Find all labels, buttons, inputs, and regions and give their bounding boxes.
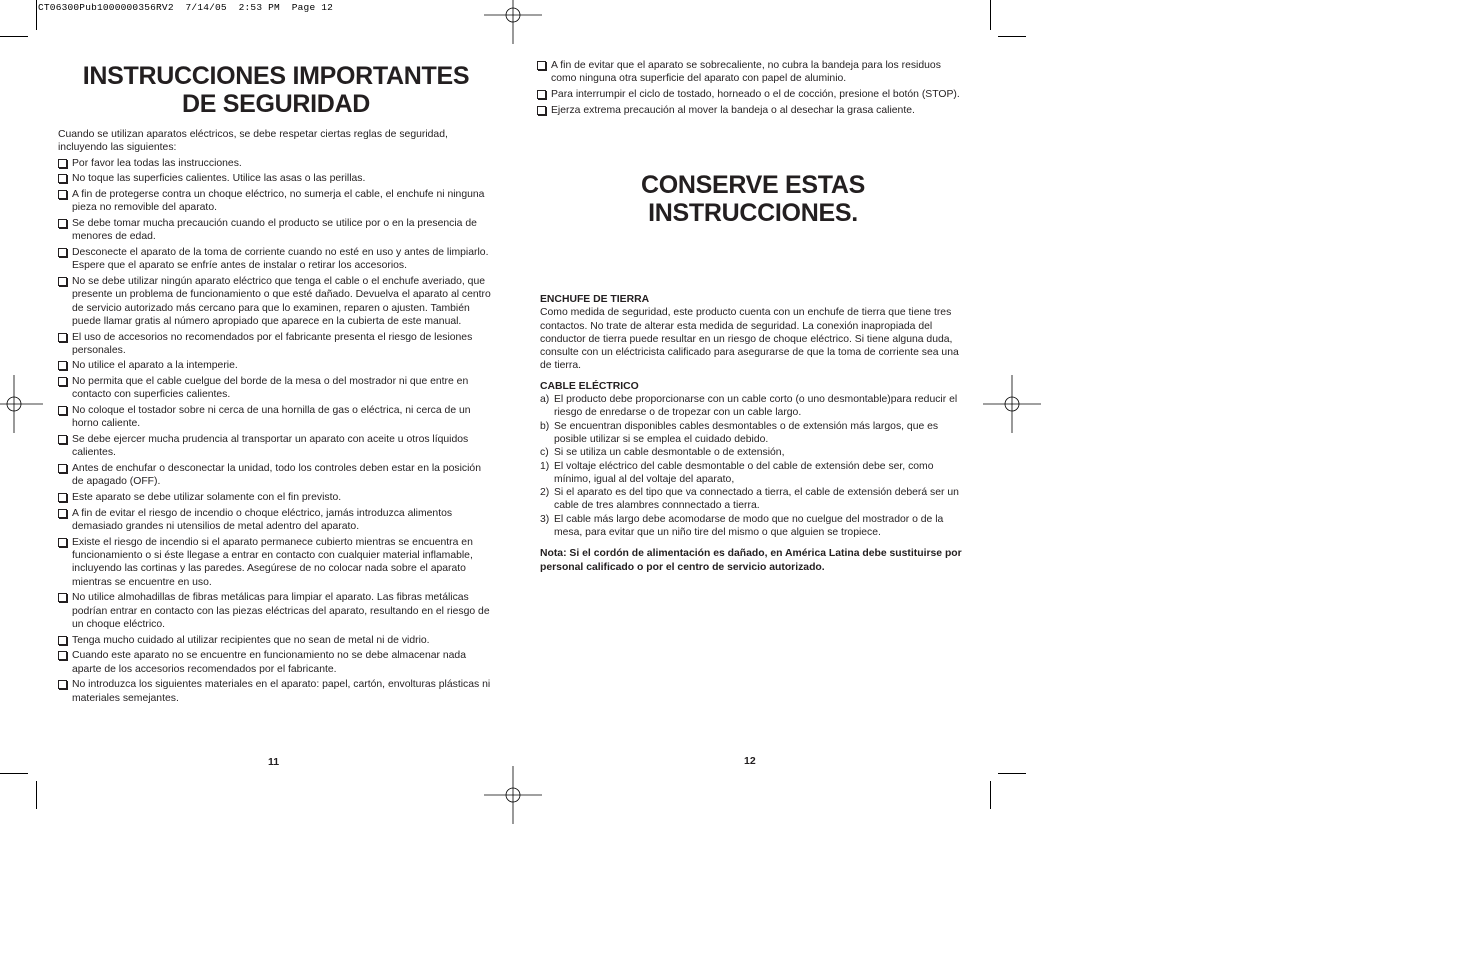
checkbox-bullet-icon	[58, 680, 67, 689]
list-item	[537, 88, 969, 101]
list-item-text: Antes de enchufar o desconectar la unidad, todo los controles deben estar en la posición de apagado (OFF).	[72, 463, 481, 488]
cable-list-item	[540, 460, 968, 487]
left-title-line-2: DE SEGURIDAD	[181, 90, 371, 118]
checkbox-bullet-icon	[58, 219, 67, 228]
checkbox-bullet-icon	[537, 90, 546, 99]
crop-mark-bottom-right-h	[998, 773, 1026, 774]
cable-list-text: El cable más largo debe acomodarse de modo que no cuelgue del mostrador o de la mesa, para evitar que un niño tire del mismo o que alguien se tropiece.	[554, 513, 944, 539]
checkbox-bullet-icon	[58, 333, 67, 342]
list-item-text: No utilice el aparato a la intemperie.	[72, 360, 238, 372]
list-item-text: No utilice almohadillas de fibras metálicas para limpiar el aparato. Las fibras metálicas podrían entrar en contacto con las piezas eléctricas del aparato, resultando en el riesgo de un choque eléctrico.	[72, 592, 490, 630]
list-item-text: Existe el riesgo de incendio si el aparato permanece cubierto mientras se encuentra en funcionamiento o si éste llegase a entrar en contacto con cualquier material inflamable, incluyendo las cortinas y las paredes. Asegúrese de no colocar nada sobre el aparato mientras se encuentre en uso.	[72, 536, 473, 588]
list-item	[58, 507, 492, 534]
list-item	[537, 59, 969, 86]
checkbox-bullet-icon	[537, 106, 546, 115]
checkbox-bullet-icon	[58, 636, 67, 645]
checkbox-bullet-icon	[58, 377, 67, 386]
list-item-text: Por favor lea todas las instrucciones.	[72, 157, 242, 169]
cable-list-item	[540, 486, 968, 513]
left-page-body	[58, 128, 492, 707]
list-item	[58, 188, 492, 215]
list-item-text: Tenga mucho cuidado al utilizar recipientes que no sean de metal ni de vidrio.	[72, 634, 430, 646]
list-item-text: A fin de protegerse contra un choque eléctrico, no sumerja el cable, el enchufe ni ninguna pieza no removible del aparato.	[72, 188, 485, 214]
list-item-text: A fin de evitar que el aparato se sobrecaliente, no cubra la bandeja para los residuos como ninguna otra superficie del aparato con papel de aluminio.	[551, 60, 941, 85]
cable-list-text: Se encuentran disponibles cables desmontables o de extensión más largos, que es posible utilizar si se emplea el cuidado debido.	[554, 420, 939, 445]
list-item	[537, 104, 969, 117]
cable-list-item	[540, 420, 968, 447]
list-item-text: No permita que el cable cuelgue del borde de la mesa o del mostrador ni que entre en contacto con superficies calientes.	[72, 376, 469, 401]
right-page-title	[560, 171, 946, 227]
crop-mark-top-left-v	[36, 0, 37, 30]
registration-mark-top	[484, 0, 542, 44]
cable-list-marker: a)	[540, 394, 550, 406]
registration-mark-left	[0, 375, 43, 433]
list-item-text: Este aparato se debe utilizar solamente con el fin previsto.	[72, 492, 342, 504]
checkbox-bullet-icon	[58, 538, 67, 547]
cable-list-marker: c)	[540, 447, 549, 459]
list-item-text: Para interrumpir el ciclo de tostado, horneado o el de cocción, presione el botón (STOP).	[551, 88, 960, 100]
crop-mark-top-right-v	[990, 0, 991, 30]
cable-heading: CABLE ELÉCTRICO	[540, 380, 639, 392]
list-item	[58, 433, 492, 460]
checkbox-bullet-icon	[58, 406, 67, 415]
list-item-text: No coloque el tostador sobre ni cerca de una hornilla de gas o eléctrica, ni cerca de un horno caliente.	[72, 405, 471, 430]
checkbox-bullet-icon	[58, 435, 67, 444]
safety-list-continued	[537, 59, 969, 117]
list-item-text: No toque las superficies calientes. Utilice las asas o las perillas.	[72, 173, 366, 185]
cable-list-item	[540, 446, 968, 459]
list-item-text: No introduzca los siguientes materiales en el aparato: papel, cartón, envolturas plásticas ni materiales semejantes.	[72, 679, 491, 704]
list-item	[58, 462, 492, 489]
page-number-left: 11	[268, 756, 280, 768]
cable-list-marker: 2)	[540, 487, 550, 499]
list-item	[58, 331, 492, 358]
checkbox-bullet-icon	[58, 174, 67, 183]
checkbox-bullet-icon	[58, 248, 67, 257]
list-item-text: El uso de accesorios no recomendados por el fabricante presenta el riesgo de lesiones personales.	[72, 331, 473, 356]
list-item-text: Cuando este aparato no se encuentre en funcionamiento no se debe almacenar nada aparte de los accesorios recomendados por el fabricante.	[72, 650, 466, 675]
crop-mark-bottom-left-h	[0, 773, 28, 774]
list-item	[58, 359, 492, 372]
cable-list-text: Si el aparato es del tipo que va connectado a tierra, el cable de extensión deberá ser un cable de tres alambres connnectado a tierra.	[554, 487, 959, 512]
list-item-text: Ejerza extrema precaución al mover la bandeja o al desechar la grasa caliente.	[551, 104, 915, 116]
list-item-text: A fin de evitar el riesgo de incendio o choque eléctrico, jamás introduzca alimentos demasiado grandes ni utensilios de metal adentro del aparato.	[72, 507, 453, 533]
cable-list-text: El producto debe proporcionarse con un cable corto (o uno desmontable)para reducir el riesgo de enredarse o de tropezar con un cable largo.	[554, 394, 958, 419]
list-item	[58, 275, 492, 328]
list-item	[58, 491, 492, 504]
checkbox-bullet-icon	[58, 464, 67, 473]
list-item	[58, 246, 492, 273]
cable-list-item	[540, 513, 968, 540]
crop-mark-top-left-h	[0, 36, 28, 37]
checkbox-bullet-icon	[58, 361, 67, 370]
crop-mark-bottom-right-v	[990, 781, 991, 809]
cable-list-text: El voltaje eléctrico del cable desmontable o del cable de extensión debe ser, como mínimo, igual al del voltaje del aparato,	[554, 460, 934, 485]
crop-mark-top-right-h	[998, 36, 1026, 37]
cable-list-marker: 1)	[540, 460, 550, 472]
cable-list-marker: b)	[540, 420, 550, 432]
list-item	[58, 678, 492, 705]
cable-list-text: Si se utiliza un cable desmontable o de extensión,	[554, 447, 785, 459]
registration-mark-right	[983, 375, 1041, 433]
right-page-body	[540, 293, 968, 574]
list-item	[58, 536, 492, 589]
checkbox-bullet-icon	[58, 509, 67, 518]
list-item-text: Se debe tomar mucha precaución cuando el producto se utilice por o en la presencia de menores de edad.	[72, 217, 477, 243]
checkbox-bullet-icon	[58, 277, 67, 286]
registration-mark-bottom	[484, 766, 542, 824]
power-cord-note: Nota: Si el cordón de alimentación es dañado, en América Latina debe sustituirse por personal calificado o por el centro de servicio autorizado.	[540, 548, 962, 573]
list-item	[58, 591, 492, 631]
checkbox-bullet-icon	[58, 593, 67, 602]
list-item	[58, 157, 492, 170]
checkbox-bullet-icon	[58, 651, 67, 660]
cable-list-marker: 3)	[540, 513, 550, 525]
checkbox-bullet-icon	[58, 159, 67, 168]
grounding-heading: ENCHUFE DE TIERRA	[540, 294, 650, 305]
checkbox-bullet-icon	[58, 190, 67, 199]
list-item-text: Desconecte el aparato de la toma de corriente cuando no esté en uso y antes de limpiarlo. Espere que el aparato se enfríe antes de instalar o retirar los accesorios.	[72, 246, 489, 272]
cable-list	[540, 393, 968, 539]
list-item-text: Se debe ejercer mucha prudencia al transportar un aparato con aceite u otros líquidos calientes.	[72, 434, 469, 459]
right-page-top-list	[537, 59, 969, 119]
right-title-line-1: CONSERVE ESTAS	[640, 171, 866, 199]
left-title-line-1: INSTRUCCIONES IMPORTANTES	[82, 62, 470, 90]
list-item-text: No se debe utilizar ningún aparato eléctrico que tenga el cable o el enchufe averiado, que presente un problema de funcionamiento o que esté dañado. Devuelva el aparato al centro de servicio autorizado más cercano para que lo examinen, reparen o ajusten. También puede llamar gratis al número apropiado que aparece en la cubierta de este manual.	[72, 275, 491, 327]
safety-list	[58, 157, 492, 705]
list-item	[58, 172, 492, 185]
checkbox-bullet-icon	[537, 61, 546, 70]
list-item	[58, 404, 492, 431]
right-title-line-2: INSTRUCCIONES.	[648, 199, 858, 227]
page-number-right: 12	[744, 755, 756, 767]
crop-mark-bottom-left-v	[36, 781, 37, 809]
cable-list-item	[540, 393, 968, 420]
list-item	[58, 217, 492, 244]
print-slug: CT06300Pub1000000356RV2 7/14/05 2:53 PM Page 12	[38, 2, 334, 13]
left-page-title	[56, 62, 496, 118]
list-item	[58, 375, 492, 402]
safety-intro: Cuando se utilizan aparatos eléctricos, se debe respetar ciertas reglas de seguridad, incluyendo las siguientes:	[58, 129, 448, 154]
grounding-text: Como medida de seguridad, este producto cuenta con un enchufe de tierra que tiene tres contactos. No trate de alterar esta medida de seguridad. La conexión inapropiada del conductor de tierra puede resultar en un riesgo de choque eléctrico. Si tiene alguna duda, consulte con un eléctricista calificado para asegurarse de que la toma de corriente sea una de tierra.	[540, 307, 959, 372]
checkbox-bullet-icon	[58, 493, 67, 502]
list-item	[58, 634, 492, 647]
list-item	[58, 649, 492, 676]
